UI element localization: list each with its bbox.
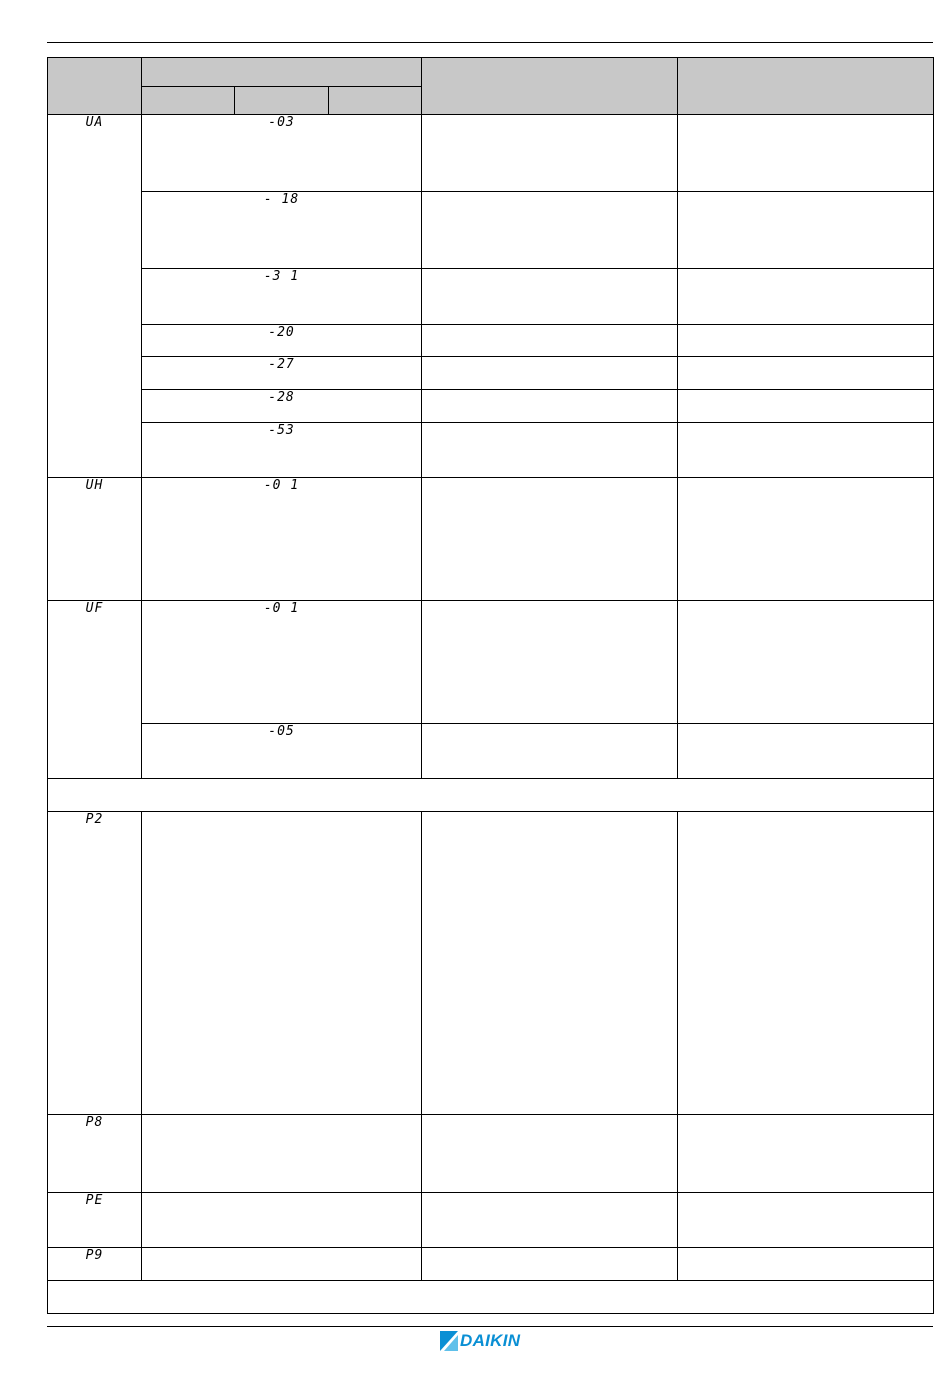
sub-code-cell (142, 1115, 422, 1193)
description-cell (422, 601, 678, 724)
footer-rule (47, 1326, 933, 1327)
table-row (48, 601, 934, 724)
solution-cell (678, 1115, 934, 1193)
sub-code-cell: -0 1 (142, 601, 422, 724)
solution-cell (678, 1248, 934, 1281)
main-code-cell: UF (48, 601, 142, 779)
table-row (48, 390, 934, 423)
section-row (48, 1281, 934, 1314)
solution-cell (678, 1193, 934, 1248)
header-rule (47, 42, 933, 43)
table-row (48, 812, 934, 1115)
description-cell (422, 423, 678, 478)
table-row (48, 1193, 934, 1248)
table-row (48, 423, 934, 478)
solution-cell (678, 269, 934, 325)
table-row (48, 1115, 934, 1193)
table-row (48, 1248, 934, 1281)
table-row (48, 115, 934, 192)
solution-cell (678, 812, 934, 1115)
sub-code-cell: -53 (142, 423, 422, 478)
table-row (48, 724, 934, 779)
error-code-table (47, 57, 934, 1314)
main-code-cell: P9 (48, 1248, 142, 1281)
solution-cell (678, 115, 934, 192)
sub-code-cell (142, 1248, 422, 1281)
description-cell (422, 1115, 678, 1193)
solution-cell (678, 478, 934, 601)
main-code-cell: P8 (48, 1115, 142, 1193)
sub-code-cell: -27 (142, 357, 422, 390)
sub-code-cell: -20 (142, 325, 422, 357)
table-row (48, 478, 934, 601)
solution-cell (678, 192, 934, 269)
description-cell (422, 724, 678, 779)
solution-cell (678, 601, 934, 724)
description-cell (422, 812, 678, 1115)
sub-code-cell (142, 1193, 422, 1248)
sub-code-cell: -05 (142, 724, 422, 779)
daikin-logo (440, 1330, 540, 1352)
sub-code-cell: -3 1 (142, 269, 422, 325)
header-solution (678, 58, 934, 115)
main-code-cell: P2 (48, 812, 142, 1115)
description-cell (422, 269, 678, 325)
section-header-cell (48, 779, 934, 812)
solution-cell (678, 390, 934, 423)
header-main-code (48, 58, 142, 115)
logo-wordmark: DAIKIN (460, 1331, 521, 1350)
sub-code-cell: -03 (142, 115, 422, 192)
header-sub-col-3 (329, 87, 422, 115)
sub-code-cell: - 18 (142, 192, 422, 269)
table-row (48, 192, 934, 269)
solution-cell (678, 357, 934, 390)
sub-code-cell: -28 (142, 390, 422, 423)
description-cell (422, 192, 678, 269)
solution-cell (678, 325, 934, 357)
description-cell (422, 1248, 678, 1281)
header-sub-col-2 (235, 87, 329, 115)
description-cell (422, 325, 678, 357)
table-header-row (48, 58, 934, 87)
description-cell (422, 357, 678, 390)
description-cell (422, 1193, 678, 1248)
solution-cell (678, 724, 934, 779)
section-row (48, 779, 934, 812)
header-sub-col-1 (142, 87, 235, 115)
section-footer-cell (48, 1281, 934, 1314)
sub-code-cell: -0 1 (142, 478, 422, 601)
description-cell (422, 390, 678, 423)
daikin-logo-icon (440, 1331, 458, 1351)
table-row (48, 269, 934, 325)
description-cell (422, 478, 678, 601)
main-code-cell: UH (48, 478, 142, 601)
header-sub-code (142, 58, 422, 87)
main-code-cell: UA (48, 115, 142, 478)
description-cell (422, 115, 678, 192)
sub-code-cell (142, 812, 422, 1115)
table-row (48, 325, 934, 357)
main-code-cell: PE (48, 1193, 142, 1248)
solution-cell (678, 423, 934, 478)
header-description (422, 58, 678, 115)
table-row (48, 357, 934, 390)
